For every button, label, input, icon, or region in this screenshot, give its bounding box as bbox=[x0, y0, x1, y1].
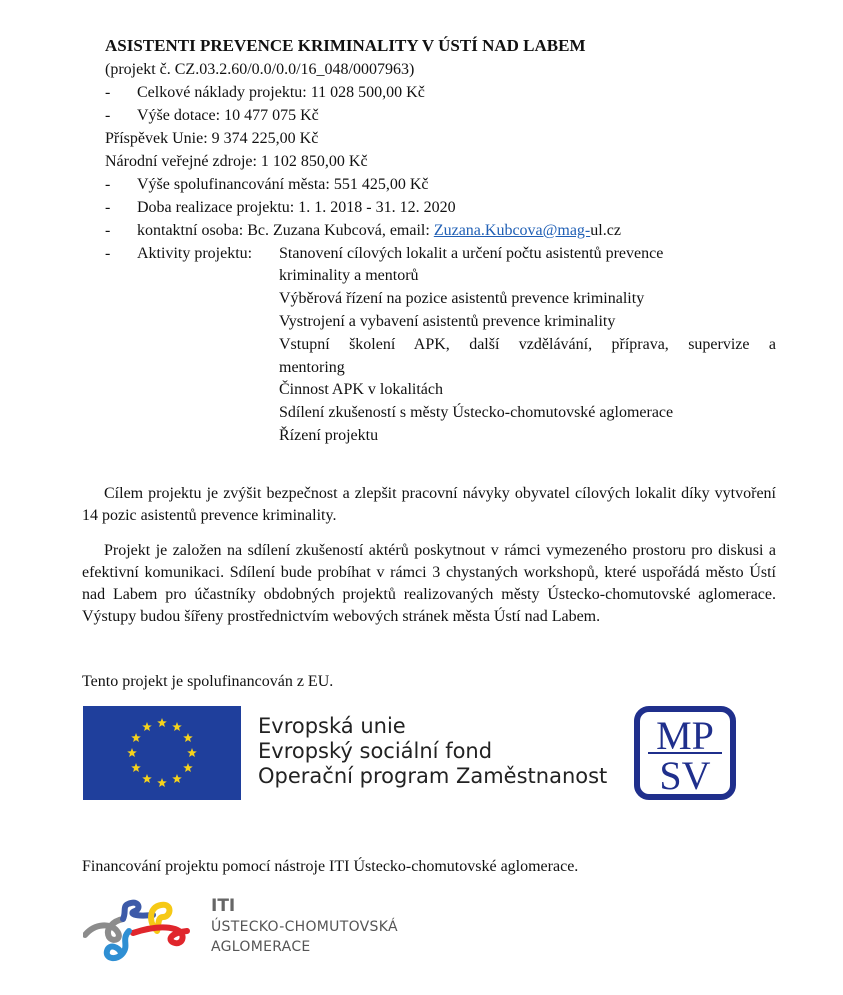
eu-star-icon bbox=[183, 763, 193, 772]
activity-item: Vstupní školení APK, další vzdělávání, příprava, supervize a bbox=[279, 336, 776, 353]
eu-star-icon bbox=[172, 774, 182, 783]
sharing-text: Projekt je založen na sdílení zkušeností aktérů poskytnout v rámci vymezeného prostoru pro diskusi a efektivní komunikaci. Sdílení bude probíhat v rámci 3 chystaných workshopů, které uspořádá město Ústí nad Labem pro účastníky obdobných projektů realizovaných městy Ústecko-chomutovské aglomerace. Výstupy budou šířeny prostřednictvím webových stránek města Ústí nad Labem. bbox=[82, 542, 776, 625]
iti-swirl-icon bbox=[83, 893, 193, 963]
iti-line-2: AGLOMERACE bbox=[211, 939, 311, 955]
mpsv-bottom-text: SV bbox=[659, 753, 711, 798]
activity-item: Výběrová řízení na pozice asistentů prevence kriminality bbox=[279, 290, 645, 307]
eu-star-icon bbox=[157, 778, 167, 787]
list-bullet: - bbox=[105, 107, 111, 124]
subsidy-amount: Výše dotace: 10 477 075 Kč bbox=[137, 107, 319, 124]
iti-financing-note: Financování projektu pomocí nástroje ITI Ústecko-chomutovské aglomerace. bbox=[82, 858, 579, 875]
eu-flag-icon bbox=[83, 706, 241, 800]
eu-star-icon bbox=[157, 718, 167, 727]
iti-swirl-svg bbox=[83, 893, 193, 963]
activity-item: mentoring bbox=[279, 359, 345, 376]
eu-star-icon bbox=[187, 748, 197, 757]
list-bullet: - bbox=[105, 222, 111, 239]
sharing-paragraph bbox=[82, 540, 776, 628]
mpsv-logo-icon bbox=[634, 706, 736, 800]
eu-star-icon bbox=[131, 763, 141, 772]
eu-cofinanced-note: Tento projekt je spolufinancován z EU. bbox=[82, 673, 334, 690]
national-sources: Národní veřejné zdroje: 1 102 850,00 Kč bbox=[105, 153, 368, 170]
eu-line-1: Evropská unie bbox=[258, 714, 406, 738]
contact-text: kontaktní osoba: Bc. Zuzana Kubcová, email: bbox=[137, 222, 434, 239]
project-number: (projekt č. CZ.03.2.60/0.0/0.0/16_048/0007963) bbox=[105, 61, 415, 78]
mpsv-logo-svg bbox=[634, 706, 736, 800]
activity-item: Řízení projektu bbox=[279, 427, 379, 444]
contact-person bbox=[137, 220, 621, 242]
eu-line-3: Operační program Zaměstnanost bbox=[258, 764, 608, 788]
eu-logo-text bbox=[258, 714, 607, 789]
activity-item: Stanovení cílových lokalit a určení počtu asistentů prevence bbox=[279, 245, 664, 262]
goal-text: Cílem projektu je zvýšit bezpečnost a zlepšit pracovní návyky obyvatel cílových lokalit díky vytvoření 14 pozic asistentů prevence kriminality. bbox=[82, 485, 776, 524]
activity-item: Sdílení zkušeností s městy Ústecko-chomutovské aglomerace bbox=[279, 404, 674, 421]
list-bullet: - bbox=[105, 245, 111, 262]
iti-logo-text bbox=[211, 895, 398, 957]
eu-star-icon bbox=[142, 722, 152, 731]
contact-email-suffix: ul.cz bbox=[590, 222, 621, 239]
list-bullet: - bbox=[105, 199, 111, 216]
eu-star-icon bbox=[172, 722, 182, 731]
eu-star-icon bbox=[131, 733, 141, 742]
project-duration: Doba realizace projektu: 1. 1. 2018 - 31. 12. 2020 bbox=[137, 199, 456, 216]
document-title: ASISTENTI PREVENCE KRIMINALITY V ÚSTÍ NAD LABEM bbox=[105, 36, 586, 55]
activity-item: kriminality a mentorů bbox=[279, 267, 419, 284]
activity-item: Vystrojení a vybavení asistentů prevence kriminality bbox=[279, 313, 616, 330]
eu-star-icon bbox=[127, 748, 137, 757]
iti-swirl-gray bbox=[85, 919, 123, 940]
list-bullet: - bbox=[105, 176, 111, 193]
iti-heading: ITI bbox=[211, 896, 236, 916]
total-costs: Celkové náklady projektu: 11 028 500,00 Kč bbox=[137, 84, 425, 101]
goal-paragraph bbox=[82, 483, 776, 527]
eu-star-icon bbox=[183, 733, 193, 742]
list-bullet: - bbox=[105, 84, 111, 101]
eu-line-2: Evropský sociální fond bbox=[258, 739, 493, 763]
iti-line-1: ÚSTECKO-CHOMUTOVSKÁ bbox=[211, 919, 398, 935]
activity-item: Činnost APK v lokalitách bbox=[279, 381, 443, 398]
activities-label: Aktivity projektu: bbox=[137, 245, 253, 262]
iti-swirl-red bbox=[133, 927, 187, 943]
contact-email-link[interactable]: Zuzana.Kubcova@mag- bbox=[433, 222, 591, 239]
eu-star-icon bbox=[142, 774, 152, 783]
mpsv-top-text: MP bbox=[656, 713, 714, 758]
city-cofinancing: Výše spolufinancování města: 551 425,00 Kč bbox=[137, 176, 429, 193]
eu-stars-svg bbox=[83, 706, 241, 800]
eu-contribution: Příspěvek Unie: 9 374 225,00 Kč bbox=[105, 130, 319, 147]
